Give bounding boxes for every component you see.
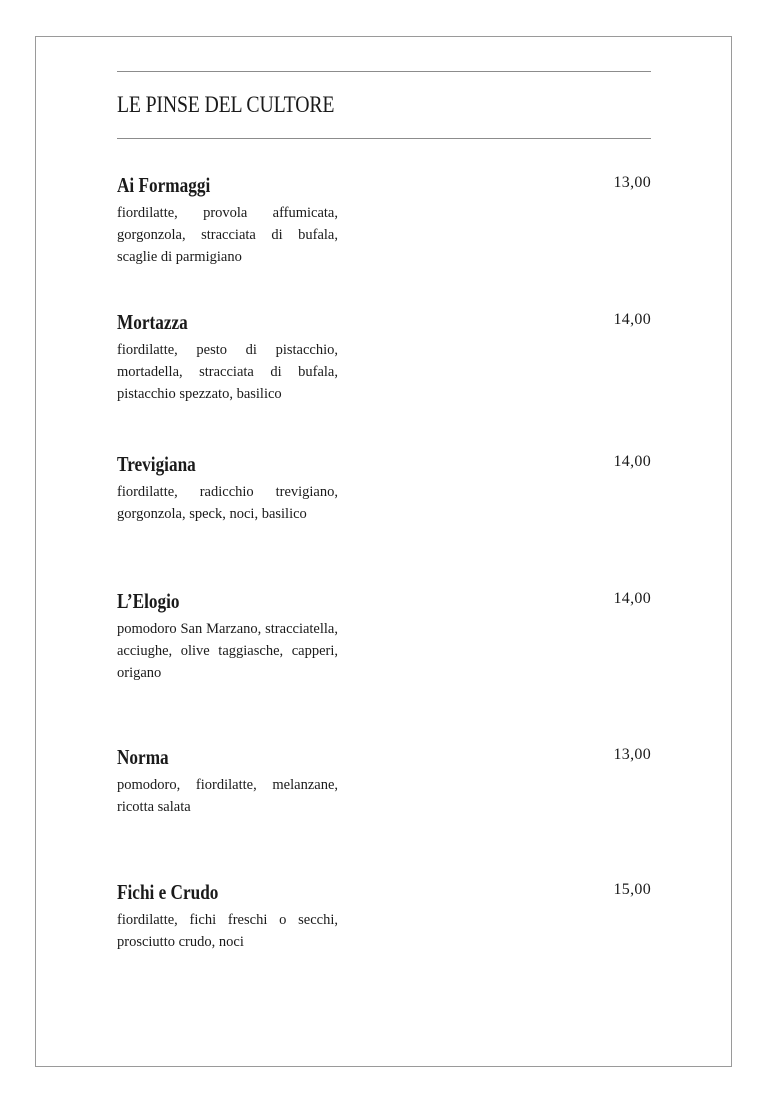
item-price: 13,00 [613, 746, 651, 763]
item-price: 13,00 [613, 174, 651, 191]
section-title: LE PINSE DEL CULTORE [117, 92, 335, 117]
menu-item-trevigiana [117, 452, 651, 525]
item-name: Fichi e Crudo [117, 880, 219, 904]
item-price: 14,00 [613, 590, 651, 607]
menu-item-fichi-e-crudo [117, 880, 651, 953]
item-description: fiordilatte, pesto di pistacchio, mortadella, stracciata di bufala, pistacchio spezzato, basilico [117, 342, 338, 402]
item-price: 15,00 [613, 881, 651, 898]
item-description: pomodoro, fiordilatte, melanzane, ricotta salata [117, 777, 338, 815]
item-name: L’Elogio [117, 589, 180, 613]
menu-item-mortazza [117, 310, 651, 405]
item-name: Mortazza [117, 310, 188, 334]
item-name: Ai Formaggi [117, 173, 211, 197]
item-description: fiordilatte, fichi freschi o secchi, prosciutto crudo, noci [117, 912, 338, 950]
item-name: Norma [117, 745, 169, 769]
item-description: pomodoro San Marzano, stracciatella, acciughe, olive taggiasche, capperi, origano [117, 621, 338, 681]
menu-item-l-elogio [117, 589, 651, 684]
item-description: fiordilatte, radicchio trevigiano, gorgonzola, speck, noci, basilico [117, 484, 338, 522]
menu-item-ai-formaggi [117, 173, 651, 268]
item-name: Trevigiana [117, 452, 196, 476]
title-divider [117, 138, 651, 139]
menu-item-norma [117, 745, 651, 818]
item-description: fiordilatte, provola affumicata, gorgonzola, stracciata di bufala, scaglie di parmigiano [117, 205, 338, 265]
item-price: 14,00 [613, 453, 651, 470]
top-divider [117, 71, 651, 72]
item-price: 14,00 [613, 311, 651, 328]
